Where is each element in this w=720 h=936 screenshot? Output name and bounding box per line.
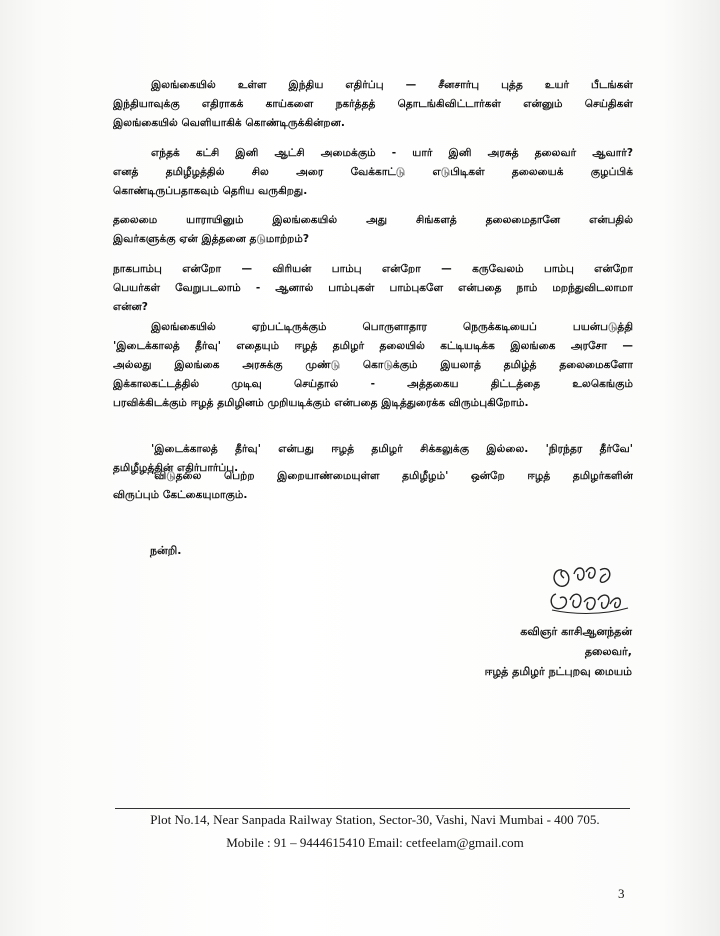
paragraph-line: விருப்பும் கேட்கையுமாகும். xyxy=(113,489,248,501)
signatory-title: தலைவர், xyxy=(584,645,632,658)
paragraph-line: தலைமை யாராயினும் இலங்கையில் அது சிங்களத் தலைமைதானே என்பதில் xyxy=(113,214,633,226)
paragraph-5 xyxy=(113,318,633,413)
paragraph-line: கொண்டிருப்பதாகவும் தெரிய வருகிறது. xyxy=(113,185,308,197)
paragraph-line: பெயர்கள் வேறுபடலாம் - ஆனால் பாம்புகள் பாம்புகளே என்பதை நாம் மறந்துவிடலாமா xyxy=(113,282,633,294)
paragraph-line: 'இடைக்காலத் தீர்வு' என்பது ஈழத் தமிழர் சிக்கலுக்கு இல்லை. 'நிரந்தர தீர்வே' xyxy=(151,443,633,455)
paragraph-7 xyxy=(113,467,633,505)
paragraph-line: நாகபாம்பு என்றோ — விரியன் பாம்பு என்றோ — கருவேலம் பாம்பு என்றோ xyxy=(113,263,633,275)
paragraph-line: இந்தியாவுக்கு எதிராகக் காய்களை நகர்த்தத் தொடங்கிவிட்டார்கள் என்னும் செய்திகள் xyxy=(113,98,633,110)
signatory-block xyxy=(485,622,632,682)
paragraph-line: 'விடுதலை பெற்ற இறையாண்மையுள்ள தமிழீழம்' ஒன்றே ஈழத் தமிழர்களின் xyxy=(151,470,633,482)
paragraph-line: எந்தக் கட்சி இனி ஆட்சி அமைக்கும் - யார் இனி அரசுத் தலைவர் ஆவார்? xyxy=(151,147,633,159)
closing-text: நன்றி. xyxy=(150,544,182,557)
paragraph-line: எனத் தமிழீழத்தில் சில அரை வேக்காட்டு எடுபிடிகள் தலையைக் குழப்பிக் xyxy=(113,166,633,178)
paragraph-3 xyxy=(113,211,633,249)
paragraph-line: பரவிக்கிடக்கும் ஈழத் தமிழினம் முறியடிக்கும் என்பதை இடித்துரைக்க விரும்புகிறோம். xyxy=(113,397,529,409)
paragraph-line: அல்லது இலங்கை அரசுக்கு முண்டு கொடுக்கும் இயலாத் தமிழ்த் தலைமைகளோ xyxy=(113,359,633,371)
paragraph-4 xyxy=(113,260,633,317)
paragraph-line: இக்காலகட்டத்தில் முடிவு செய்தால் - அத்தகைய திட்டத்தை உலகெங்கும் xyxy=(113,378,633,390)
handwritten-signature xyxy=(540,560,636,622)
paragraph-line: என்ன? xyxy=(113,301,148,313)
signatory-name: கவிஞர் காசிஆனந்தன் xyxy=(520,625,632,638)
signatory-organization: ஈழத் தமிழர் நட்புறவு மையம் xyxy=(484,665,632,678)
paragraph-line: இலங்கையில் உள்ள இந்திய எதிர்ப்பு — சீனசார்பு புத்த உயர் பீடங்கள் xyxy=(151,79,633,91)
paragraph-line: இவர்களுக்கு ஏன் இத்தனை தடுமாற்றம்? xyxy=(113,233,310,245)
paragraph-1 xyxy=(113,76,633,133)
footer-address: Plot No.14, Near Sanpada Railway Station, Sector-30, Vashi, Navi Mumbai - 400 705. xyxy=(150,812,600,827)
footer-divider xyxy=(115,808,630,809)
paragraph-line: தமிழீழத்தின் எதிர்பார்ப்பு. xyxy=(113,462,239,474)
paragraph-line: 'இடைக்காலத் தீர்வு' எதையும் ஈழத் தமிழர் தலையில் கட்டியடிக்க இலங்கை அரசோ — xyxy=(113,340,633,352)
paragraph-line: இலங்கையில் வெளியாகிக் கொண்டிருக்கின்றன. xyxy=(113,117,345,129)
footer-contact: Mobile : 91 – 9444615410 Email: cetfeelam@gmail.com xyxy=(226,835,524,850)
paragraph-line: இலங்கையில் ஏற்பட்டிருக்கும் பொருளாதார நெருக்கடியைப் பயன்படுத்தி xyxy=(151,321,633,333)
page-number: 3 xyxy=(618,886,625,901)
paragraph-2 xyxy=(113,144,633,201)
